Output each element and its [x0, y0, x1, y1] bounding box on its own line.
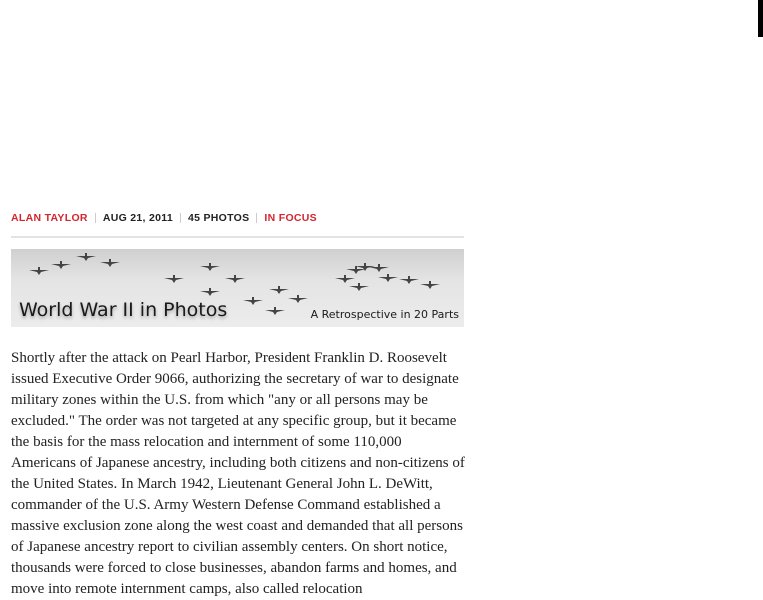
plane-icon [335, 275, 355, 283]
plane-icon [76, 253, 96, 261]
publish-date: AUG 21, 2011 [102, 212, 173, 224]
plane-icon [399, 276, 419, 284]
section-link[interactable]: IN FOCUS [264, 212, 317, 224]
plane-icon [243, 297, 263, 305]
divider [180, 213, 181, 223]
author-link[interactable]: ALAN TAYLOR [11, 212, 88, 224]
divider [256, 213, 257, 223]
series-banner[interactable] [11, 249, 464, 327]
article-intro: Shortly after the attack on Pearl Harbor, President Franklin D. Roosevelt issued Executive Order 9066, authorizing the secretary of war to designate military zones within the U.S. from which "any or all persons may be excluded." The order was not targeted at any specific group, but it became the basis for the mass relocation and internment of some 110,000 Americans of Japanese ancestry, including both citizens and non-citizens of the United States. In March 1942, Lieutenant General John L. DeWitt, commander of the U.S. Army Western Defense Command established a massive exclusion zone along the west coast and demanded that all persons of Japanese ancestry report to civilian assembly centers. On short notice, thousands were forced to close businesses, abandon farms and homes, and move into remote internment camps, also called relocation [11, 350, 465, 597]
plane-icon [349, 283, 369, 291]
plane-icon [200, 288, 220, 296]
plane-icon [269, 286, 289, 294]
plane-icon [51, 261, 71, 269]
divider [95, 213, 96, 223]
photo-count: 45 PHOTOS [187, 212, 250, 224]
byline [11, 212, 317, 224]
divider [11, 236, 464, 238]
banner-title: World War II in Photos [19, 299, 228, 321]
banner-subtitle: A Retrospective in 20 Parts [310, 308, 459, 321]
plane-icon [369, 264, 389, 272]
plane-icon [29, 267, 49, 275]
plane-icon [378, 274, 398, 282]
plane-icon [225, 275, 245, 283]
plane-icon [420, 281, 440, 289]
plane-icon [200, 263, 220, 271]
plane-icon [164, 275, 184, 283]
plane-icon [100, 259, 120, 267]
scrollbar-indicator [758, 0, 763, 37]
plane-icon [265, 307, 285, 315]
plane-icon [288, 295, 308, 303]
